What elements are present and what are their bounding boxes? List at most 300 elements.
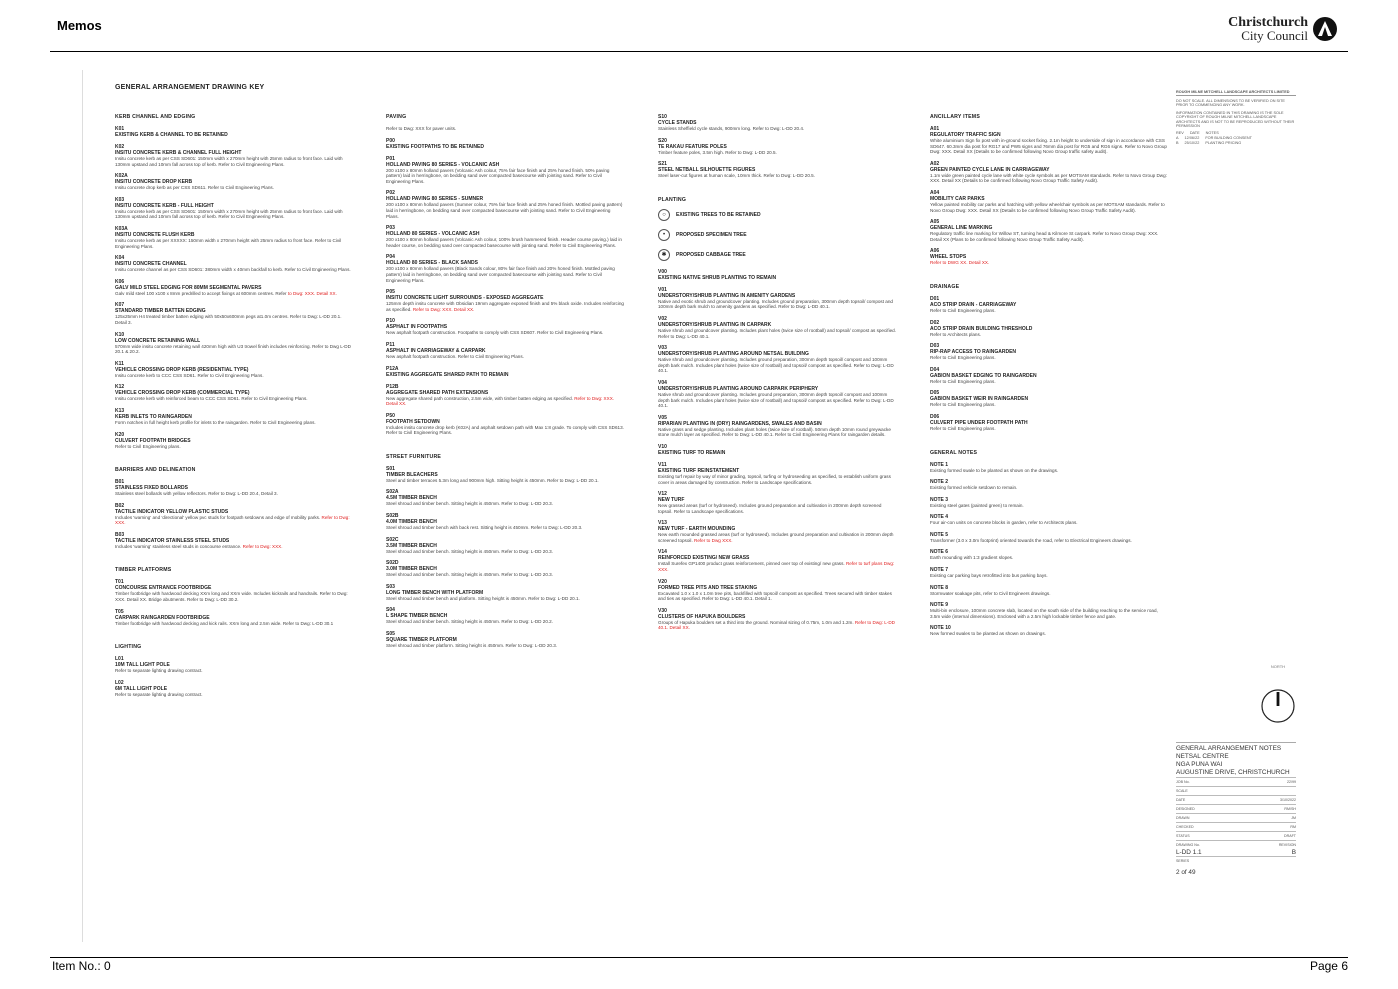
item-description xyxy=(386,619,624,625)
item-description xyxy=(386,354,624,360)
item-title: CLUSTERS OF HAPUKA BOULDERS xyxy=(658,613,746,620)
revision-cell: FOR BUILDING CONSENT xyxy=(1205,136,1252,141)
key-item xyxy=(930,567,1168,579)
section-gap xyxy=(930,438,1168,450)
planting-legend-row xyxy=(658,209,896,221)
item-description xyxy=(930,173,1168,184)
item-code: B02 xyxy=(115,502,125,509)
key-item xyxy=(386,342,624,360)
item-title: LONG TIMBER BENCH WITH PLATFORM xyxy=(386,589,484,596)
title-block-row xyxy=(1176,840,1296,849)
key-item xyxy=(658,161,896,179)
item-code: K04 xyxy=(115,255,125,262)
description-text: Steel shroud and timber bench with back rest. Sitting height is 450mm. Refer to Dwg: L-DD 20.3. xyxy=(386,525,583,531)
title-block-row xyxy=(1176,804,1296,813)
title-block-row xyxy=(1176,831,1296,840)
north-arrow-icon xyxy=(1258,660,1298,740)
title-block-row xyxy=(1176,822,1296,831)
planting-legend-label: EXISTING TREES TO BE RETAINED xyxy=(676,211,761,218)
item-description xyxy=(115,156,353,167)
tree-symbol-icon: ✱ xyxy=(658,249,670,261)
revision-letter: B xyxy=(1291,849,1296,856)
item-description xyxy=(115,267,353,273)
key-item xyxy=(115,532,353,550)
item-description xyxy=(115,544,353,550)
description-text: 200 x100 x 80mm holland pavers (Black Sands colour, 80% fair face finish and 20% honed finish. Mottled paving pattern) laid in herringbone, on bedding sand over compacted basecourse with jointing sand. Refer to Civil Engineering Plans. xyxy=(386,266,615,283)
item-code: D01 xyxy=(930,295,940,302)
item-title: EXISTING NATIVE SHRUB PLANTING TO REMAIN xyxy=(658,274,777,281)
field-value: RM xyxy=(1290,825,1296,829)
key-item xyxy=(115,332,353,355)
item-description xyxy=(930,591,1168,597)
item-code: V30 xyxy=(658,607,667,614)
key-item xyxy=(386,607,624,625)
key-item xyxy=(386,225,624,248)
section-gap xyxy=(115,555,353,567)
description-text: Steel shroud and timber bench. Sitting height is 450mm. Refer to Dwg: L-DD 20.3. xyxy=(386,572,553,578)
item-title: LOW CONCRETE RETAINING WALL xyxy=(115,337,201,344)
item-description xyxy=(658,126,896,132)
drawing-sheet xyxy=(82,70,1313,942)
item-title: RIP-RAP ACCESS TO RAINGARDEN xyxy=(930,349,1017,356)
item-code: K07 xyxy=(115,302,125,309)
item-title: HOLLAND 80 SERIES - BLACK SANDS xyxy=(386,260,478,267)
description-text: Steel shroud and timber bench and platform. Sitting height is 450mm. Refer to Dwg: L-DD 20.1. xyxy=(386,595,580,601)
key-item xyxy=(386,513,624,531)
description-text: Steel shroud and timber platform. Sitting height is 450mm. Refer to Dwg: L-DD 20.3. xyxy=(386,643,558,649)
reference-note: Refer to turf plans Dwg: XXX. xyxy=(658,561,895,573)
item-description xyxy=(930,332,1168,338)
item-code: S02A xyxy=(386,489,399,496)
planting-legend-row xyxy=(658,249,896,261)
revision-table xyxy=(1176,131,1296,145)
item-description xyxy=(386,425,624,436)
item-description xyxy=(930,308,1168,314)
item-code: V02 xyxy=(658,315,667,322)
key-item xyxy=(115,279,353,297)
item-description xyxy=(386,202,624,219)
key-item xyxy=(930,161,1168,184)
section-heading: PAVING xyxy=(386,114,407,120)
section-gap xyxy=(115,455,353,467)
item-code: P12A xyxy=(386,365,399,372)
item-code: V04 xyxy=(658,379,667,386)
item-title: 4.0M TIMBER BENCH xyxy=(386,519,437,526)
cathedral-icon xyxy=(1312,16,1338,42)
item-code: V03 xyxy=(658,345,667,352)
item-description xyxy=(115,668,353,674)
reference-note: Refer to Dwg: XXX. xyxy=(115,514,350,526)
key-item xyxy=(930,585,1168,597)
field-label: DRAWING No. xyxy=(1176,843,1200,847)
item-description xyxy=(658,299,896,310)
item-code: K20 xyxy=(115,431,125,438)
item-description xyxy=(658,357,896,374)
item-code: P00 xyxy=(386,137,395,144)
item-description xyxy=(115,209,353,220)
title-block-row xyxy=(1176,813,1296,822)
description-text: Existing formed swale to be planted as shown on the drawings. xyxy=(930,467,1059,473)
reference-note: Refer to Dwg: XXX. Detail XX. xyxy=(386,395,615,407)
item-description xyxy=(930,468,1168,474)
description-text: Steel shroud and timber bench. Sitting height is 450mm. Refer to Dwg: L-DD 20.2. xyxy=(386,619,553,625)
description-text: Steel laser-cut figures at human scale, 10mm thick. Refer to Dwg: L-DD 20.5. xyxy=(658,173,816,179)
item-code: L02 xyxy=(115,679,124,686)
item-description xyxy=(658,392,896,409)
revision-cell: 12/06/22 xyxy=(1184,136,1200,141)
description-text: Native shrub and groundcover planting. Includes plant holes (twice size of rootball) and topsoil/ compost as specified. Refer to Dwg: L-DD 40.1. xyxy=(658,327,896,339)
key-item xyxy=(386,289,624,312)
item-description xyxy=(386,596,624,602)
item-title: UNDERSTORY/SHRUB PLANTING AROUND CARPARK PERIPHERY xyxy=(658,385,819,392)
item-code: V00 xyxy=(658,268,667,275)
description-text: Regulatory traffic line marking for Willow ST, turning head & Kilmore St carpark. Refer to Novo Group Dwg: XXX. Detail XX (Plans to be confirmed following Novo Group Traffic Safety Audit). xyxy=(930,231,1159,242)
key-item xyxy=(930,602,1168,619)
key-item xyxy=(658,345,896,374)
description-text: New aggregate shared path construction, 2.5m wide, with timber batten edging as specified. xyxy=(386,395,573,401)
item-description xyxy=(115,373,353,379)
description-text: Refer to Civil Engineering plans. xyxy=(930,425,996,431)
description-text: Native shrub and groundcover planting. Includes ground preparation, 300mm depth topsoil/ compost and 100mm depth bark mulch. Includes plant holes (twice size of rootball) and topsoil/ compost as specified. Refer to Dwg: L-DD 40.1. xyxy=(658,391,894,409)
item-title: CONCOURSE ENTRANCE FOOTBRIDGE xyxy=(115,585,212,592)
planting-legend-label: PROPOSED SPECIMEN TREE xyxy=(676,231,747,238)
section-heading: KERB CHANNEL AND EDGING xyxy=(115,114,196,120)
item-code: V14 xyxy=(658,549,667,556)
item-title: INSITU CONCRETE KERB & CHANNEL FULL HEIGHT xyxy=(115,150,242,156)
reference-note: Refer to Dwg: L-DD 40.1. Detail XX. xyxy=(658,619,895,631)
key-item xyxy=(115,255,353,273)
key-item xyxy=(658,287,896,310)
key-item xyxy=(386,466,624,484)
tree-symbol-icon: • xyxy=(658,229,670,241)
key-item xyxy=(386,138,624,150)
item-description xyxy=(930,426,1168,432)
item-description xyxy=(930,631,1168,637)
item-title: 10M TALL LIGHT POLE xyxy=(115,662,170,669)
field-label: STATUS xyxy=(1176,834,1190,838)
item-title: MOBILITY CAR PARKS xyxy=(930,195,985,202)
description-text: Stormwater soakage pits, refer to Civil Engineers drawings. xyxy=(930,590,1051,596)
council-logo xyxy=(1228,16,1338,42)
description-text: Insitu concrete kerb as per CSS SD601: 150mm width x 270mm height with 25mm radius to front face. Laid with 130mm upstand and 10mm fall across top of kerb. Refer to Civil Engineering Plans. xyxy=(115,208,343,220)
field-value: RM/SH xyxy=(1284,807,1296,811)
description-text: Native and exotic shrub and groundcover planting. Includes ground preparation, 300mm depth topsoil/ compost and 100mm depth bark mulch to amenity gardens as specified. Refer to Dwg: L-DD 40.1. xyxy=(658,298,893,310)
copyright-note: INFORMATION CONTAINED IN THIS DRAWING IS THE SOLE COPYRIGHT OF ROUGH MILNE MITCHELL LANDSCAPE ARCHITECTS AND IS NOT TO BE REPRODUCED WITHOUT THEIR PERMISSION xyxy=(1176,110,1295,129)
description-text: 1.1m wide green painted cycle lane with white cycle symbols as per MOTSAM standards. Refer to Novo Group Dwg: XXX. Detail XX (Details to be confirmed following Novo Group Traffic Safety Audit). xyxy=(930,172,1167,184)
description-text: Transformer (3.0 x 3.0m footprint) oriented towards the road, refer to Electrical Engineers drawings. xyxy=(930,537,1132,543)
item-code: K12 xyxy=(115,384,125,391)
item-code: NOTE 2 xyxy=(930,479,949,486)
description-text: Timber footbridge with hardwood decking XXm long and XXm wide. Includes kickrails and handrails. Refer to Dwg: XXX. Detail XX. Bridge abutments. Refer to Dwg: L-DD 30.2. xyxy=(115,591,348,603)
item-description xyxy=(115,420,353,426)
item-code: S10 xyxy=(658,114,667,120)
description-text: New grassed areas (turf or hydroseed). Includes ground preparation and cultivation in 200mm depth screened topsoil. Refer to Landscape specifications. xyxy=(658,503,882,514)
item-title: STEEL NETBALL SILHOUETTE FIGURES xyxy=(658,167,756,174)
key-item xyxy=(386,631,624,649)
title-block-row xyxy=(1176,786,1296,795)
key-item xyxy=(930,126,1168,155)
description-text: Steel shroud and timber bench. Sitting height is 450mm. Refer to Dwg: L-DD 20.3. xyxy=(386,548,553,554)
field-value: JM xyxy=(1291,816,1296,820)
logo-line-2: City Council xyxy=(1241,28,1308,43)
field-label: DATE xyxy=(1176,798,1186,802)
item-description xyxy=(386,643,624,649)
item-description xyxy=(386,478,624,484)
key-item xyxy=(115,126,353,138)
item-description xyxy=(115,515,353,526)
item-title: STAINLESS FIXED BOLLARDS xyxy=(115,485,188,492)
key-item xyxy=(115,173,353,191)
item-code: A05 xyxy=(930,219,940,226)
item-code: B01 xyxy=(115,479,125,486)
description-text: Steel and timber terraces 5.3m long and 900mm high. Sitting height is 450mm. Refer to Dwg: L-DD 20.1. xyxy=(386,477,599,483)
item-title: ASPHALT IN CARRIAGEWAY & CARPARK xyxy=(386,347,486,354)
description-text: 200 x100 x 80mm holland pavers (Volcanic Ash colour, 100% brush hammered finish. Header course paving.) laid in header course, on bedding sand over compacted basecourse with jointing sand. Refer to Civil Engineering Plans. xyxy=(386,237,622,248)
item-description xyxy=(386,572,624,578)
project-block xyxy=(1176,742,1296,777)
key-item xyxy=(386,318,624,336)
description-text: Form notches in full height kerb profile for inlets to the raingarden. Refer to Civil Engineering plans. xyxy=(115,419,316,425)
item-description xyxy=(386,266,624,283)
project-line: GENERAL ARRANGEMENT NOTES xyxy=(1176,745,1282,752)
description-text: Install Surefex GP1400 product grass reinforcement, pinned over top of existing/ new grass. xyxy=(658,561,845,567)
item-title: INSITU CONCRETE KERB - FULL HEIGHT xyxy=(115,202,214,209)
item-code: K13 xyxy=(115,407,125,414)
description-text: Timber feature poles, 3.5m high. Refer to Dwg: L-DD 20.5. xyxy=(658,149,777,155)
item-description xyxy=(930,402,1168,408)
item-title: AGGREGATE SHARED PATH EXTENSIONS xyxy=(386,389,489,396)
item-code: V12 xyxy=(658,491,667,498)
description-text: Excavated 1.0 x 1.0 x 1.0m tree pits, backfilled with topsoil/ compost as specified. Trees secured with timber stakes and ties as specified. Refer to Dwg: L-DD 40.1. Detail 1. xyxy=(658,590,892,602)
document-title: Memos xyxy=(57,18,102,33)
key-item xyxy=(658,608,896,631)
item-title: GENERAL LINE MARKING xyxy=(930,225,993,232)
revision-cell: REV xyxy=(1176,131,1184,136)
item-code: V05 xyxy=(658,414,667,421)
section-gap xyxy=(930,272,1168,284)
description-text: 200 x100 x 80mm holland pavers (Volcanic Ash colour, 75% fair face finish and 25% honed finish. 50% paving pattern) laid in herringbone, on bedding sand over compacted basecourse with jointing sand. Refer to Civil Engineering Plans. xyxy=(386,167,610,184)
description-text: Refer to Dwg: XXX for paver units. xyxy=(386,126,457,131)
item-title: UNDERSTORY/SHRUB PLANTING AROUND NETSAL BUILDING xyxy=(658,351,809,358)
description-text: Refer to Civil Engineering plans. xyxy=(930,402,996,408)
field-value: DRAFT xyxy=(1284,834,1296,838)
item-title: CYCLE STANDS xyxy=(658,120,697,126)
item-code: K03 xyxy=(115,196,125,203)
item-title: EXISTING KERB & CHANNEL TO BE RETAINED xyxy=(115,132,228,138)
description-text: Includes 'warning' stainless steel studs in concourse entrance. xyxy=(115,543,242,549)
description-text: New asphalt footpath construction. Footpaths to comply with CSS SD607. Refer to Civil Engineering Plans. xyxy=(386,330,604,336)
item-title: 3.5M TIMBER BENCH xyxy=(386,542,437,549)
item-code: T01 xyxy=(115,579,124,586)
key-item xyxy=(386,126,624,132)
key-item xyxy=(930,549,1168,561)
item-title: GABION BASKET WEIR IN RAINGARDEN xyxy=(930,396,1029,403)
item-description xyxy=(386,525,624,531)
section-gap xyxy=(658,185,896,197)
item-title: TACTILE INDICATOR YELLOW PLASTIC STUDS xyxy=(115,508,229,515)
description-text: Insitu concrete kerb as per XXXXX: 150mm width x 270mm height with 25mm radius to front face. Refer to Civil Engineering Plans. xyxy=(115,237,342,249)
item-code: S21 xyxy=(658,161,667,168)
item-description xyxy=(658,532,896,543)
item-code: D05 xyxy=(930,390,940,397)
item-title: VEHICLE CROSSING DROP KERB (COMMERCIAL TYPE) xyxy=(115,390,250,397)
description-text: 125x25mm H4 treated timber batten edging with 50x50x600mm pegs at1.0m centres. Refer to Dwg: L-DD 20.1. Detail 3. xyxy=(115,314,342,325)
item-title: INSITU CONCRETE LIGHT SURROUNDS - EXPOSED AGGREGATE xyxy=(386,295,544,302)
item-title: REINFORCED EXISTING/ NEW GRASS xyxy=(658,555,750,562)
description-text: Stainless Sheffield cycle stands, 900mm long. Refer to Dwg: L-DD 20.4. xyxy=(658,126,805,131)
item-code: P04 xyxy=(386,254,395,261)
item-description xyxy=(930,555,1168,561)
key-item xyxy=(930,190,1168,213)
field-value: REVISION xyxy=(1278,843,1296,847)
title-block-top xyxy=(1176,90,1296,145)
key-item xyxy=(386,413,624,436)
description-text: Steel shroud and timber bench. Sitting height is 450mm. Refer to Dwg: L-DD 20.3. xyxy=(386,501,553,507)
key-item xyxy=(115,197,353,220)
item-code: D04 xyxy=(930,366,940,373)
item-title: TACTILE INDICATOR STAINLESS STEEL STUDS xyxy=(115,537,230,544)
description-text: Refer to separate lighting drawing contract. xyxy=(115,668,203,674)
description-text: Insitu concrete kerb as per CSS SD601: 150mm width x 270mm height with 25mm radius to front face. Laid with 130mm upstand and 10mm fall across top of kerb. Refer to Civil Engineering Plans. xyxy=(115,156,343,167)
item-title: GREEN PAINTED CYCLE LANE IN CARRIAGEWAY xyxy=(930,166,1050,173)
item-title: UNDERSTORY/SHRUB PLANTING IN AMENITY GARDENS xyxy=(658,292,796,299)
item-title: GALV MILD STEEL EDGING FOR 80MM SEGMENTAL PAVERS xyxy=(115,284,262,291)
item-description xyxy=(386,501,624,507)
key-item xyxy=(115,144,353,167)
item-code: D03 xyxy=(930,343,940,350)
item-title: VEHICLE CROSSING DROP KERB (RESIDENTIAL TYPE) xyxy=(115,366,249,373)
section-heading: BARRIERS AND DELINEATION xyxy=(115,467,196,474)
description-text: New formed swales to be planted as shown on drawings. xyxy=(930,631,1046,637)
key-item xyxy=(930,219,1168,242)
description-text: Native grass and sedge planting. Includes plant holes (twice size of rootball). 50mm depth 10mm round greywacke stone mulch layer as specified. Refer to Dwg: L-DD 40.1. Refer to Civil Engineering Plans for raingarden details. xyxy=(658,426,891,438)
key-item xyxy=(386,190,624,219)
item-title: INSITU CONCRETE CHANNEL xyxy=(115,261,187,268)
project-line: NGA PUNA WAI xyxy=(1176,761,1223,768)
description-text: 570mm wide insitu concrete retaining wall 420mm high with U3 trowel finish includes reinforcing. Refer to Dwg L-DD 20.1 & 20.2. xyxy=(115,343,351,355)
item-description xyxy=(930,260,1168,266)
item-description xyxy=(115,238,353,249)
footer-rule xyxy=(50,957,1348,958)
item-title: HOLLAND 80 SERIES - VOLCANIC ASH xyxy=(386,231,480,238)
item-title: ACO STRIP DRAIN - CARRIAGEWAY xyxy=(930,301,1017,308)
item-title: EXISTING TURF TO REMAIN xyxy=(658,449,726,456)
description-text: New earth mounded grassed areas (turf or hydroseed). Includes ground preparation and cultivation in 200mm depth screened topsoil. xyxy=(658,532,894,543)
item-description xyxy=(658,591,896,602)
title-block-bottom xyxy=(1176,742,1296,876)
description-text: Galv mild steel 100 x100 x 8mm predrilled to accept fixings at 600mm centres. Refer xyxy=(115,290,287,296)
description-text: Refer to Civil Engineering plans. xyxy=(115,443,181,449)
key-item xyxy=(930,248,1168,266)
key-item xyxy=(386,254,624,283)
description-text: Insitu concrete channel as per CSS SD601: 380mm width x 40mm backfall to kerb. Refer to Civil Engineering Plans. xyxy=(115,267,351,273)
description-text: Existing turf repair by way of minor grading, topsoil, turfing or hydroseeding as specified, to establish uniform grass cover in areas damaged by construction. Refer to Landscape specifications. xyxy=(658,473,891,485)
item-title: ACO STRIP DRAIN BUILDING THRESHOLD xyxy=(930,325,1033,332)
item-code: S20 xyxy=(658,137,667,144)
item-code: S05 xyxy=(386,631,395,638)
item-code: S02D xyxy=(386,560,399,567)
key-item xyxy=(930,479,1168,491)
item-title: CULVERT PIPE UNDER FOOTPATH PATH xyxy=(930,419,1028,426)
item-description xyxy=(658,173,896,179)
title-block-row xyxy=(1176,795,1296,804)
revision-cell: A xyxy=(1176,136,1179,141)
item-title: GABION BASKET EDGING TO RAINGARDEN xyxy=(930,372,1037,379)
item-description xyxy=(930,520,1168,526)
item-code: V01 xyxy=(658,286,667,293)
item-code: V13 xyxy=(658,520,667,527)
item-title: KERB INLETS TO RAINGARDEN xyxy=(115,413,192,420)
key-item xyxy=(658,380,896,409)
description-text: Includes insitu concrete drop kerb (K02A) and asphalt setdown path with Max 1:8 grade. To comply with CSS SD613. Refer to Civil Engineering Plans. xyxy=(386,424,624,436)
item-code: NOTE 7 xyxy=(930,567,949,574)
item-code: K01 xyxy=(115,126,125,132)
description-text: Refer to Civil Engineering plans. xyxy=(930,307,996,313)
key-item xyxy=(930,514,1168,526)
item-title: REGULATORY TRAFFIC SIGN xyxy=(930,132,1001,138)
scale-note: DO NOT SCALE. ALL DIMENSIONS TO BE VERIFIED ON SITE PRIOR TO COMMENCING ANY WORK. xyxy=(1176,99,1285,108)
page-number: Page 6 xyxy=(1309,959,1348,973)
item-code: D02 xyxy=(930,319,940,326)
item-code: V20 xyxy=(658,578,667,585)
description-text: Insitu concrete kerb with reinforced beam to CCC CSS SD61. Refer to Civil Engineering Plans. xyxy=(115,396,308,402)
description-text: 200 x100 x 80mm holland pavers (Sumner colour, 75% fair face finish and 25% honed finish. Mottled paving pattern) laid in herringbone, on bedding sand over compacted basecourse with jointing sand. Refer to Civil Engineering Plans. xyxy=(386,202,623,219)
item-description xyxy=(386,549,624,555)
key-item xyxy=(115,503,353,526)
key-item xyxy=(930,532,1168,544)
revision-cell: DATE xyxy=(1189,131,1200,136)
description-text: Refer to Civil Engineering plans. xyxy=(930,355,996,361)
item-code: P11 xyxy=(386,341,395,348)
item-code: B03 xyxy=(115,531,125,538)
description-text: Existing steel gates (painted green) to remain. xyxy=(930,502,1024,508)
reference-note: Refer to Dwg: XXX. Detail XX. xyxy=(412,306,475,312)
item-code: K11 xyxy=(115,360,124,367)
item-code: P01 xyxy=(386,155,395,162)
description-text: Insitu concrete kerb to CCC CSS SD61. Refer to Civil Engineering Plans. xyxy=(115,372,264,378)
item-code: A01 xyxy=(930,126,940,132)
drawing-number: L-DD 1.1 xyxy=(1176,849,1202,856)
header-rule xyxy=(50,51,1348,52)
revision-row xyxy=(1176,141,1296,146)
sheet-title: GENERAL ARRANGEMENT DRAWING KEY xyxy=(115,84,265,91)
item-title: TIMBER BLEACHERS xyxy=(386,471,438,478)
item-description xyxy=(658,561,896,572)
item-title: SQUARE TIMBER PLATFORM xyxy=(386,637,457,644)
description-text: Earth mounding with 1:3 gradient slopes. xyxy=(930,555,1014,561)
key-item xyxy=(115,656,353,674)
item-title: WHEEL STOPS xyxy=(930,254,967,261)
item-code: P02 xyxy=(386,190,395,197)
item-code: K10 xyxy=(115,331,125,338)
section-heading: DRAINAGE xyxy=(930,283,960,290)
key-item xyxy=(386,489,624,507)
series-row xyxy=(1176,856,1296,865)
reference-note: Refer to Dwg XXX. xyxy=(694,537,733,543)
item-description xyxy=(115,621,353,627)
item-code: K06 xyxy=(115,278,125,285)
item-code: NOTE 9 xyxy=(930,602,949,609)
reference-note: Refer to DWG XX. Detail XX. xyxy=(930,260,990,266)
item-code: V10 xyxy=(658,443,667,450)
item-title: RIPARIAN PLANTING IN (DRY) RAINGARDENS, SWALES AND BASIN xyxy=(658,420,822,427)
item-description xyxy=(930,202,1168,213)
key-item xyxy=(658,269,896,281)
item-code: NOTE 4 xyxy=(930,514,949,521)
item-description xyxy=(930,138,1168,155)
key-item xyxy=(930,343,1168,361)
item-description xyxy=(930,379,1168,385)
